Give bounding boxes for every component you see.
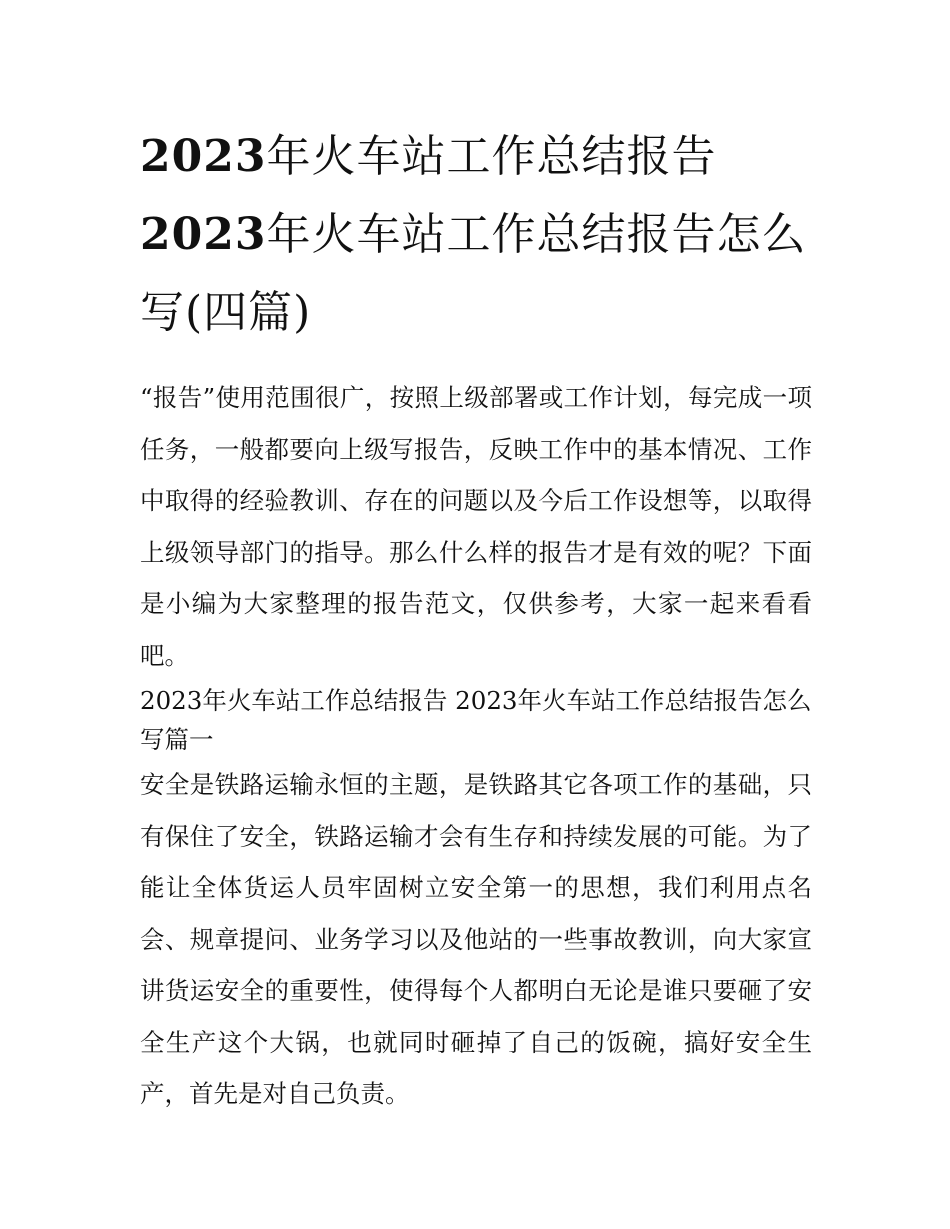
title-text-1: 年火车站工作总结报告 [266,131,717,182]
title-text-2: 年火车站工作总结报告怎么写(四篇) [140,209,807,338]
section-heading: 2023年火车站工作总结报告 2023年火车站工作总结报告怎么写篇一 [140,686,812,754]
title-year-1: 2023 [140,131,267,182]
intro-paragraph: “报告”使用范围很广，按照上级部署或工作计划，每完成一项任务，一般都要向上级写报告，反映工作中的基本情况、工作中取得的经验教训、存在的问题以及今后工作设想等，以取得上级领导部门的指导。那么什么样的报告才是有效的呢？下面是小编为大家整理的报告范文，仅供参考，大家一起来看看吧。 [140,383,812,670]
body-paragraph: 安全是铁路运输永恒的主题，是铁路其它各项工作的基础，只有保住了安全，铁路运输才会有生存和持续发展的可能。为了能让全体货运人员牢固树立安全第一的思想，我们利用点名会、规章提问、业务学习以及他站的一些事故教训，向大家宣讲货运安全的重要性，使得每个人都明白无论是谁只要砸了安全生产这个大锅，也就同时砸掉了自己的饭碗，搞好安全生产，首先是对自己负责。 [140,770,812,1108]
document-title [140,118,812,352]
title-year-2: 2023 [140,209,267,260]
document-page [140,118,812,1120]
